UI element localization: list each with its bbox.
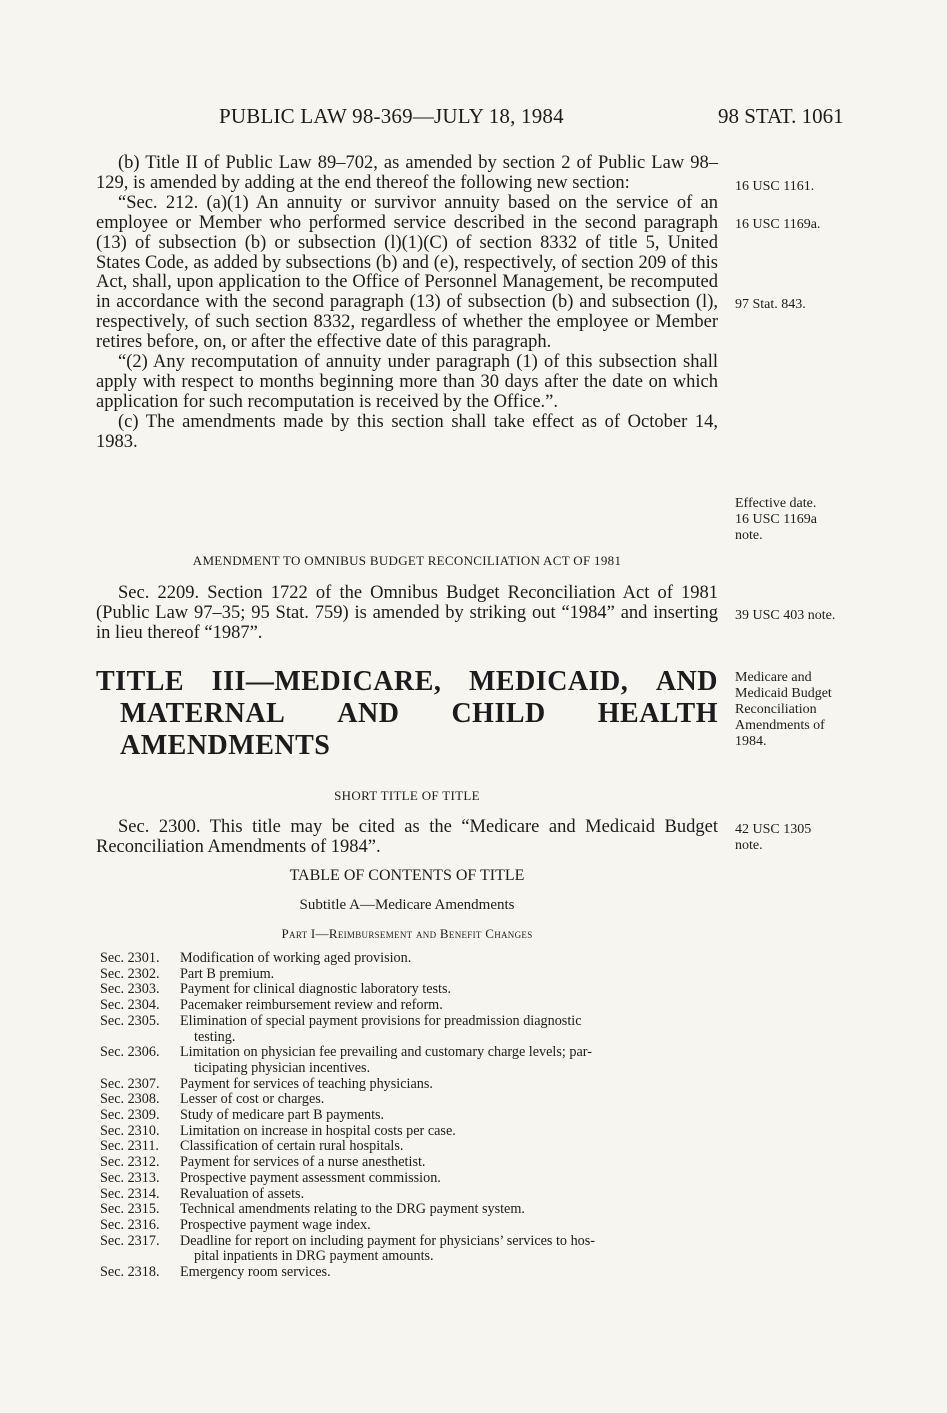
toc-entry-number: Sec. 2309. bbox=[100, 1107, 160, 1124]
toc-entry-text bbox=[180, 1202, 722, 1218]
toc-entry bbox=[100, 1265, 722, 1281]
paragraph-sec-2300: Sec. 2300. This title may be cited as the “Medicare and Medicaid Budget Reconciliation Amendments of 1984”. bbox=[96, 817, 718, 857]
toc-entry-text bbox=[180, 1139, 722, 1155]
toc-entry-title: Deadline for report on including payment for physicians’ services to hos- bbox=[180, 1232, 595, 1249]
section-b-text bbox=[96, 154, 718, 453]
title-word: AND bbox=[337, 698, 400, 729]
toc-heading: TABLE OF CONTENTS OF TITLE bbox=[289, 867, 525, 884]
toc-entry-text bbox=[180, 1218, 722, 1234]
margin-note-line: 1984. bbox=[735, 734, 767, 749]
margin-note-short-title bbox=[735, 670, 832, 750]
toc-entry bbox=[100, 1155, 722, 1171]
toc-entry-text bbox=[180, 998, 722, 1014]
toc-entry-title: Limitation on physician fee prevailing and customary charge levels; par- bbox=[180, 1044, 592, 1061]
toc-entry-number: Sec. 2305. bbox=[100, 1012, 160, 1029]
margin-note-line: 16 USC 1169a bbox=[735, 512, 817, 527]
toc-entry-continuation: ticipating physician incentives. bbox=[194, 1059, 371, 1076]
title-word: CHILD bbox=[451, 698, 546, 729]
toc-entry-list bbox=[100, 951, 722, 1281]
title-line-3: AMENDMENTS bbox=[120, 730, 331, 761]
title-iii-heading bbox=[96, 666, 718, 762]
toc-entry-continuation: pital inpatients in DRG payment amounts. bbox=[194, 1248, 434, 1265]
toc-entry-number: Sec. 2316. bbox=[100, 1216, 160, 1233]
toc-entry-text bbox=[180, 1124, 722, 1140]
toc-entry-title: Study of medicare part B payments. bbox=[180, 1107, 385, 1124]
toc-entry bbox=[100, 982, 722, 998]
toc-entry bbox=[100, 1139, 722, 1155]
toc-entry-title: Classification of certain rural hospitals. bbox=[180, 1138, 404, 1155]
margin-note-16-usc-1161: 16 USC 1161. bbox=[735, 179, 815, 194]
toc-entry-title: Limitation on increase in hospital costs per case. bbox=[180, 1122, 456, 1139]
running-header-stat-page: 98 STAT. 1061 bbox=[718, 104, 844, 128]
toc-entry-number: Sec. 2308. bbox=[100, 1091, 160, 1108]
toc-entry bbox=[100, 1077, 722, 1093]
toc-entry-number: Sec. 2312. bbox=[100, 1154, 160, 1171]
toc-entry-text bbox=[180, 1045, 722, 1076]
toc-entry-title: Part B premium. bbox=[180, 965, 275, 982]
short-title-section bbox=[96, 818, 718, 858]
toc-subtitle-a: Subtitle A—Medicare Amendments bbox=[299, 897, 515, 913]
paragraph-sec-2209: Sec. 2209. Section 1722 of the Omnibus Budget Reconciliation Act of 1981 (Public Law 97–35; 95 Stat. 759) is amended by striking out “1984” and inserting in lieu thereof “1987”. bbox=[96, 583, 718, 643]
toc-entry-text bbox=[180, 1092, 722, 1108]
toc-entry bbox=[100, 1171, 722, 1187]
toc-entry bbox=[100, 1124, 722, 1140]
toc-entry-title: Lesser of cost or charges. bbox=[180, 1091, 325, 1108]
toc-entry bbox=[100, 967, 722, 983]
toc-entry bbox=[100, 1187, 722, 1203]
toc-entry-title: Elimination of special payment provisions for preadmission diagnostic bbox=[180, 1012, 582, 1029]
toc-entry-number: Sec. 2313. bbox=[100, 1169, 160, 1186]
toc-entry-number: Sec. 2304. bbox=[100, 997, 160, 1014]
title-line-1 bbox=[96, 666, 718, 698]
toc-part-i-heading: Part I—Reimbursement and Benefit Changes bbox=[281, 926, 533, 941]
toc-entry-title: Modification of working aged provision. bbox=[180, 950, 412, 966]
toc-entry-number: Sec. 2303. bbox=[100, 981, 160, 998]
margin-note-16-usc-1169a: 16 USC 1169a. bbox=[735, 217, 821, 232]
margin-note-39-usc-403: 39 USC 403 note. bbox=[735, 608, 836, 623]
toc-entry bbox=[100, 1014, 722, 1045]
toc-entry-number: Sec. 2306. bbox=[100, 1044, 160, 1061]
toc-entry bbox=[100, 1045, 722, 1076]
toc-entry-continuation: testing. bbox=[194, 1028, 236, 1045]
toc-entry-number: Sec. 2311. bbox=[100, 1138, 159, 1155]
toc-entry-number: Sec. 2310. bbox=[100, 1122, 160, 1139]
margin-note-line: Effective date. bbox=[735, 496, 817, 511]
paragraph-b: (b) Title II of Public Law 89–702, as amended by section 2 of Public Law 98–129, is amended by adding at the end thereof the following new section: bbox=[96, 153, 718, 193]
toc-entry bbox=[100, 1234, 722, 1265]
toc-entry-number: Sec. 2317. bbox=[100, 1232, 160, 1249]
title-line-2 bbox=[96, 698, 718, 730]
paragraph-c: (c) The amendments made by this section shall take effect as of October 14, 1983. bbox=[96, 411, 718, 452]
toc-entry-title: Prospective payment wage index. bbox=[180, 1216, 371, 1233]
title-word: AND bbox=[655, 666, 718, 697]
toc-entry bbox=[100, 1218, 722, 1234]
toc-entry-title: Payment for services of teaching physicians. bbox=[180, 1075, 433, 1092]
title-word: III—MEDICARE, bbox=[211, 666, 442, 697]
toc-entry-text bbox=[180, 1187, 722, 1203]
toc-entry bbox=[100, 1202, 722, 1218]
margin-note-line: note. bbox=[735, 528, 763, 543]
toc-entry-text bbox=[180, 967, 722, 983]
toc-entry-number: Sec. 2301. bbox=[100, 950, 160, 966]
toc-entry-text bbox=[180, 1155, 722, 1171]
toc-entry-title: Emergency room services. bbox=[180, 1264, 331, 1281]
toc-entry-title: Payment for clinical diagnostic laboratory tests. bbox=[180, 981, 452, 998]
margin-note-line: Medicare and bbox=[735, 670, 812, 685]
running-header-title: PUBLIC LAW 98-369—JULY 18, 1984 bbox=[219, 104, 564, 128]
toc-entry-text bbox=[180, 951, 722, 967]
toc-entry-text bbox=[180, 1077, 722, 1093]
amendment-section bbox=[96, 584, 718, 644]
toc-entry-number: Sec. 2302. bbox=[100, 965, 160, 982]
margin-note-line: Medicaid Budget bbox=[735, 686, 832, 701]
margin-note-97-stat-843: 97 Stat. 843. bbox=[735, 297, 806, 312]
toc-entry-number: Sec. 2318. bbox=[100, 1264, 160, 1281]
paragraph-recomputation: “(2) Any recomputation of annuity under paragraph (1) of this subsection shall apply with respect to months beginning more than 30 days after the date on which application for such recomputation is received by the Office.”. bbox=[96, 352, 718, 412]
toc-entry-title: Technical amendments relating to the DRG payment system. bbox=[180, 1201, 525, 1218]
title-word: TITLE bbox=[96, 666, 185, 697]
toc-entry-title: Payment for services of a nurse anesthetist. bbox=[180, 1154, 426, 1171]
margin-note-42-usc-1305 bbox=[735, 822, 811, 854]
toc-entry-title: Prospective payment assessment commission. bbox=[180, 1169, 441, 1186]
title-word: MEDICAID, bbox=[468, 666, 629, 697]
margin-note-line: Reconciliation bbox=[735, 702, 817, 717]
toc-entry bbox=[100, 1092, 722, 1108]
toc-entry-text bbox=[180, 1108, 722, 1124]
toc-entry-text bbox=[180, 1171, 722, 1187]
margin-note-effective-date bbox=[735, 496, 817, 544]
toc-entry bbox=[100, 1108, 722, 1124]
toc-entry-text bbox=[180, 1265, 722, 1281]
toc-entry-number: Sec. 2307. bbox=[100, 1075, 160, 1092]
toc-entry-title: Revaluation of assets. bbox=[180, 1185, 305, 1202]
title-word: HEALTH bbox=[597, 698, 718, 729]
toc-entry-number: Sec. 2314. bbox=[100, 1185, 160, 1202]
short-title-heading: SHORT TITLE OF TITLE bbox=[334, 788, 480, 803]
toc-entry bbox=[100, 951, 722, 967]
toc-entry-number: Sec. 2315. bbox=[100, 1201, 160, 1218]
margin-note-line: note. bbox=[735, 838, 763, 853]
toc-entry-text bbox=[180, 1234, 722, 1265]
margin-note-line: Amendments of bbox=[735, 718, 825, 733]
title-word: MATERNAL bbox=[120, 698, 286, 729]
toc-entry-title: Pacemaker reimbursement review and reform. bbox=[180, 997, 443, 1014]
toc-entry-text bbox=[180, 1014, 722, 1045]
margin-note-line: 42 USC 1305 bbox=[735, 822, 812, 837]
paragraph-sec-212: “Sec. 212. (a)(1) An annuity or survivor annuity based on the service of an employee or Member who performed service described in the second paragraph (13) of subsection (b) or subsection (l)(1)(C) of section 8332 of title 5, United States Code, as added by subsections (b) and (e), respectively, of section 209 of this Act, shall, upon application to the Office of Personnel Management, be recomputed in accordance with the second paragraph (13) of subsection (b) and subsection (l), respectively, of such section 8332, regardless of whether the employee or Member retires before, on, or after the effective date of this paragraph. bbox=[96, 192, 718, 353]
toc-entry bbox=[100, 998, 722, 1014]
toc-entry-text bbox=[180, 982, 722, 998]
amendment-heading: AMENDMENT TO OMNIBUS BUDGET RECONCILIATION ACT OF 1981 bbox=[192, 553, 622, 568]
